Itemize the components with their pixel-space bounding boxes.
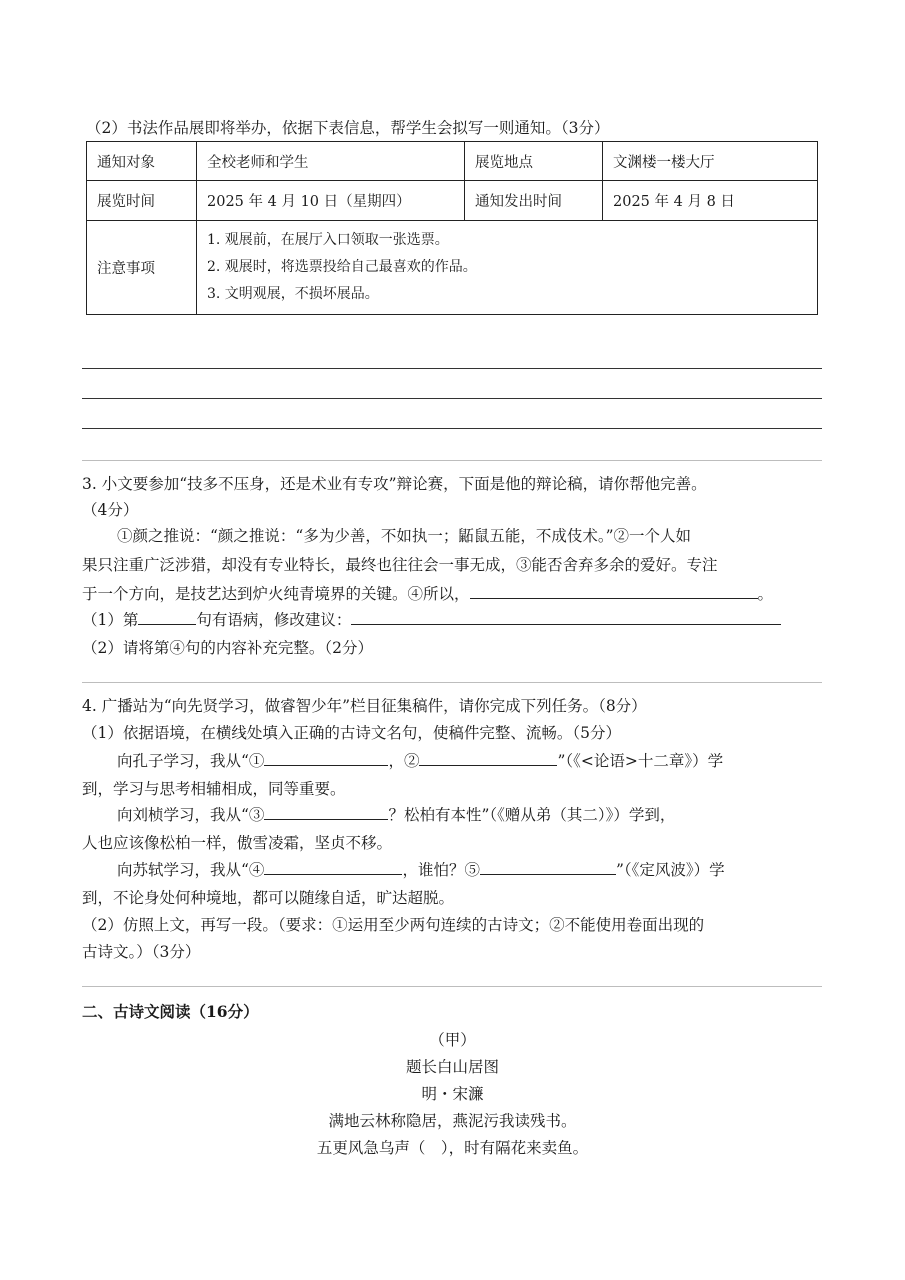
- table-row: [87, 181, 818, 221]
- answer-blank[interactable]: [138, 608, 196, 625]
- answer-line[interactable]: [82, 398, 822, 399]
- table-cell: 2025 年 4 月 10 日（星期四）: [197, 181, 465, 221]
- answer-line[interactable]: [82, 428, 822, 429]
- table-row: [87, 221, 818, 315]
- answer-blank[interactable]: [264, 749, 388, 766]
- question-4-line: 人也应该像松柏一样，傲雪凌霜，坚贞不移。: [82, 834, 393, 852]
- question-3-line: （4分）: [82, 501, 139, 519]
- question-4-paragraph: [117, 858, 725, 880]
- table-cell: 2025 年 4 月 8 日: [603, 181, 818, 221]
- table-cell: 全校老师和学生: [197, 142, 465, 181]
- poem-title: 题长白山居图: [405, 1058, 499, 1076]
- question-3-text: 于一个方向，是技艺达到炉火纯青境界的关键。④所以，: [82, 585, 470, 603]
- answer-blank[interactable]: [419, 749, 557, 766]
- section-divider: [82, 986, 822, 987]
- table-cell: 文渊楼一楼大厅: [603, 142, 818, 181]
- table-cell: 展览地点: [465, 142, 603, 181]
- notice-info-table: [86, 141, 818, 315]
- question-3-text: 句有语病，修改建议：: [196, 611, 352, 629]
- answer-blank[interactable]: [480, 858, 616, 875]
- question-4-text: ？松柏有本性”（《赠从弟（其二）》）学到，: [388, 806, 676, 824]
- question-4-paragraph: [117, 803, 675, 825]
- note-item: 1. 观展前，在展厅入口领取一张选票。: [207, 232, 449, 248]
- poem-label: （甲）: [429, 1031, 476, 1049]
- question-4-text: 向刘桢学习，我从“③: [117, 806, 265, 824]
- question-4-line: 到，学习与思考相辅相成，同等重要。: [82, 780, 346, 798]
- section-heading: 二、古诗文阅读（16分）: [82, 1002, 259, 1021]
- question-4-sub2: （2）仿照上文，再写一段。（要求：①运用至少两句连续的古诗文；②不能使用卷面出现的: [82, 916, 705, 934]
- poem-line: 满地云林称隐居，燕泥污我读残书。: [328, 1112, 577, 1130]
- question-4-text: 向苏轼学习，我从“④: [117, 861, 265, 879]
- question-4-line: 4. 广播站为“向先贤学习，做睿智少年”栏目征集稿件，请你完成下列任务。（8分）: [82, 697, 647, 715]
- answer-blank[interactable]: [470, 582, 758, 599]
- table-cell: 通知发出时间: [465, 181, 603, 221]
- question-2-title: （2）书法作品展即将举办，依据下表信息，帮学生会拟写一则通知。（3分）: [86, 119, 610, 137]
- question-3-line: [82, 582, 773, 604]
- section-divider: [82, 460, 822, 461]
- question-3-line: 3. 小文要参加“技多不压身，还是术业有专攻”辩论赛，下面是他的辩论稿，请你帮他完善。: [82, 475, 707, 493]
- answer-blank[interactable]: [351, 608, 781, 625]
- answer-blank[interactable]: [264, 803, 388, 820]
- question-4-text: ”（《定风波》）学: [615, 861, 725, 879]
- notes-cell: [197, 221, 818, 315]
- question-4-sub2: 古诗文。）（3分）: [82, 943, 201, 961]
- section-divider: [82, 682, 822, 683]
- table-cell: 展览时间: [87, 181, 197, 221]
- question-3-line: ①颜之推说：“颜之推说：“多为少善，不如执一；鼫鼠五能，不成伎术。”②一个人如: [117, 527, 692, 545]
- question-4-text: ，②: [388, 752, 420, 770]
- answer-line[interactable]: [82, 368, 822, 369]
- question-3-sub1: [82, 608, 781, 630]
- poem-author: 明・宋濂: [421, 1085, 484, 1103]
- question-3-text: （1）第: [82, 611, 139, 629]
- question-4-sub1: （1）依据语境，在横线处填入正确的古诗文名句，使稿件完整、流畅。（5分）: [82, 724, 621, 742]
- question-4-text: ”（《<论语>十二章》）学: [557, 752, 724, 770]
- table-row: [87, 142, 818, 181]
- table-cell: 注意事项: [87, 221, 197, 315]
- question-4-text: ，谁怕？⑤: [402, 861, 480, 879]
- question-4-line: 到，不论身处何种境地，都可以随缘自适，旷达超脱。: [82, 889, 455, 907]
- question-3-text: 。: [757, 585, 774, 603]
- note-item: 3. 文明观展，不损坏展品。: [207, 286, 379, 302]
- question-3-line: 果只注重广泛涉猎，却没有专业特长，最终也往往会一事无成，③能否舍弃多余的爱好。专注: [82, 556, 718, 574]
- note-item: 2. 观展时，将选票投给自己最喜欢的作品。: [207, 259, 477, 275]
- question-4-paragraph: [117, 749, 723, 771]
- poem-line: 五更风急乌声（ ），时有隔花来卖鱼。: [316, 1139, 589, 1157]
- answer-blank[interactable]: [264, 858, 402, 875]
- question-3-sub2: （2）请将第④句的内容补充完整。（2分）: [82, 639, 373, 657]
- question-4-text: 向孔子学习，我从“①: [117, 752, 265, 770]
- table-cell: 通知对象: [87, 142, 197, 181]
